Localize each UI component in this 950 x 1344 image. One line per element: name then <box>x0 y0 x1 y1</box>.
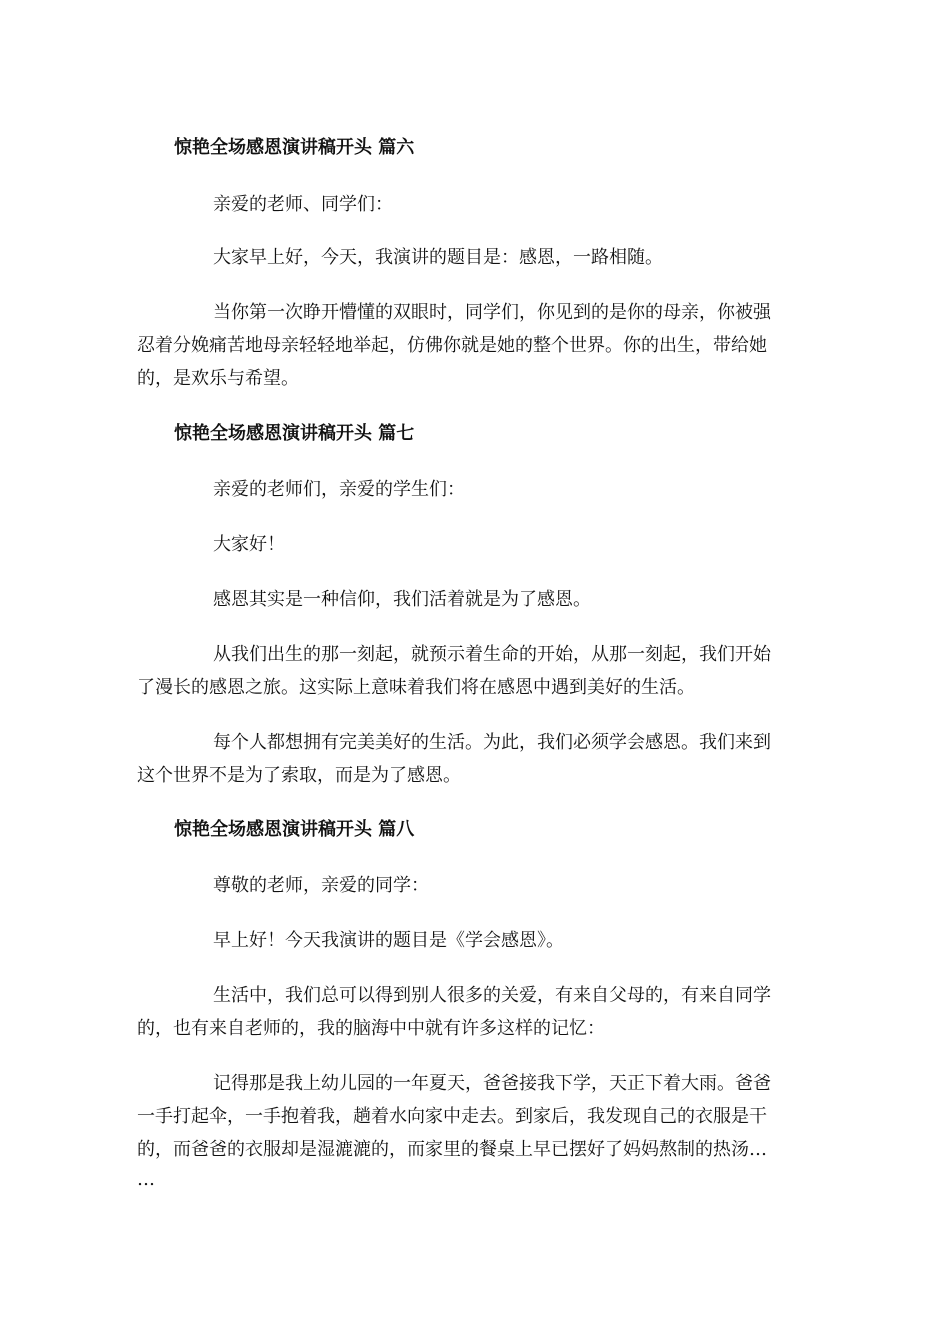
paragraph-line: 从我们出生的那一刻起，就预示着生命的开始，从那一刻起，我们开始 <box>213 644 771 665</box>
paragraph-line: 早上好！今天我演讲的题目是《学会感恩》。 <box>213 930 564 951</box>
paragraph-line: 一手打起伞，一手抱着我，趟着水向家中走去。到家后，我发现自己的衣服是干 <box>137 1106 767 1127</box>
paragraph-line: 尊敬的老师，亲爱的同学： <box>213 875 429 896</box>
paragraph-line: 大家好！ <box>213 534 285 555</box>
section-heading: 惊艳全场感恩演讲稿开头 篇八 <box>174 819 415 840</box>
paragraph-line: 生活中，我们总可以得到别人很多的关爱，有来自父母的，有来自同学 <box>213 985 771 1006</box>
paragraph-line: 亲爱的老师们，亲爱的学生们： <box>213 479 465 500</box>
paragraph-line: 每个人都想拥有完美美好的生活。为此，我们必须学会感恩。我们来到 <box>213 732 771 753</box>
paragraph-line: 忍着分娩痛苦地母亲轻轻地举起，仿佛你就是她的整个世界。你的出生，带给她 <box>137 335 767 356</box>
paragraph-line: 感恩其实是一种信仰，我们活着就是为了感恩。 <box>213 589 591 610</box>
paragraph-line: 亲爱的老师、同学们： <box>213 194 393 215</box>
paragraph-line: 当你第一次睁开懵懂的双眼时，同学们，你见到的是你的母亲，你被强 <box>213 302 771 323</box>
paragraph-line: 的，而爸爸的衣服却是湿漉漉的，而家里的餐桌上早已摆好了妈妈熬制的热汤… <box>137 1139 767 1160</box>
section-heading: 惊艳全场感恩演讲稿开头 篇六 <box>174 137 415 158</box>
section-heading: 惊艳全场感恩演讲稿开头 篇七 <box>174 423 415 444</box>
paragraph-line: 的，是欢乐与希望。 <box>137 368 299 389</box>
paragraph-line: 记得那是我上幼儿园的一年夏天，爸爸接我下学，天正下着大雨。爸爸 <box>213 1073 771 1094</box>
paragraph-line: 的，也有来自老师的，我的脑海中中就有许多这样的记忆： <box>137 1018 605 1039</box>
paragraph-line: 了漫长的感恩之旅。这实际上意味着我们将在感恩中遇到美好的生活。 <box>137 677 695 698</box>
paragraph-line: 这个世界不是为了索取，而是为了感恩。 <box>137 765 461 786</box>
paragraph-line: … <box>137 1169 155 1190</box>
paragraph-line: 大家早上好，今天，我演讲的题目是：感恩，一路相随。 <box>213 247 663 268</box>
